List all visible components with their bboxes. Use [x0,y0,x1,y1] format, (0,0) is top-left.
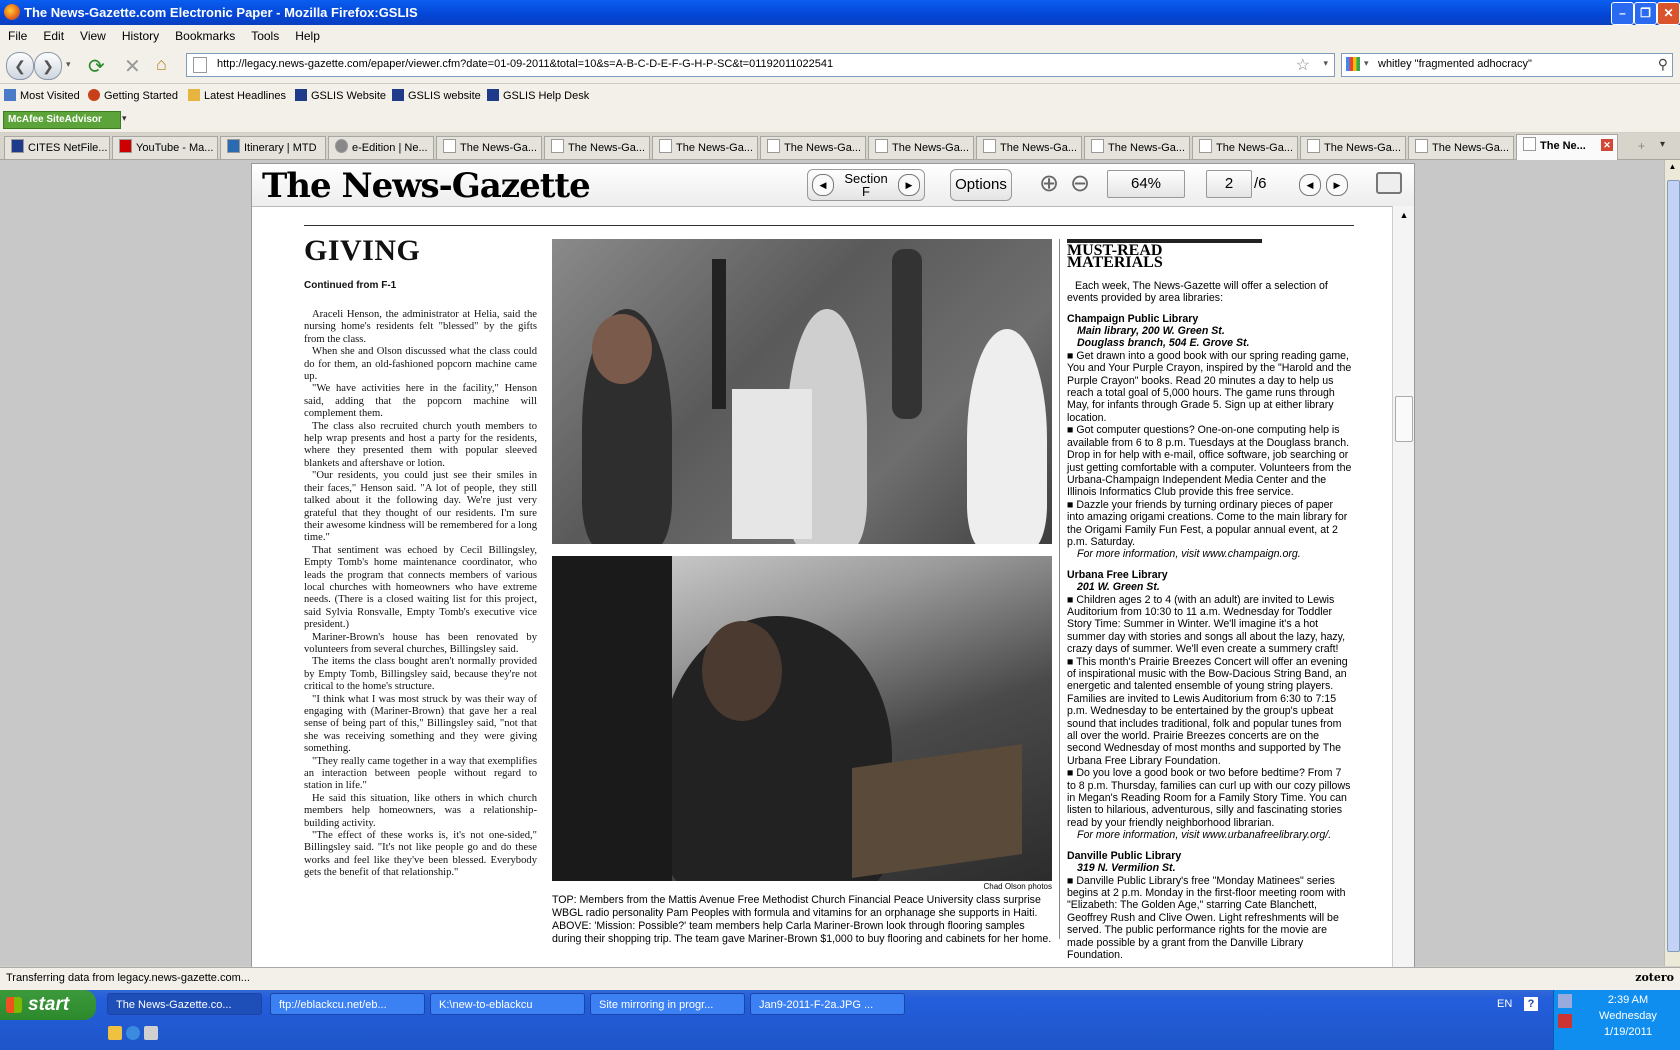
zoom-in-icon[interactable]: ⊕ [1039,170,1060,197]
section-selector [807,169,925,201]
article-paragraph: "I think what I was most struck by was their way of engaging with (Mariner-Brown) that gave her a real sense of being part of this," Billingsley said, "not that she was receiving something and they were giving something. [304,693,537,755]
minimize-button[interactable]: – [1611,2,1634,25]
article-column [304,234,537,880]
taskbar-ftp[interactable]: ftp://eblackcu.net/eb... [270,993,425,1015]
quick-launch [108,1026,162,1043]
window-title-bar [0,0,1680,25]
page-icon [443,139,456,153]
photo-face [702,621,782,721]
article-headline: GIVING [304,234,421,267]
back-button[interactable]: ❮ [6,52,34,80]
menu-file[interactable]: File [8,29,28,43]
tab-list-icon[interactable]: ▾ [1660,139,1666,150]
maximize-button[interactable]: ❐ [1634,2,1657,25]
article-paragraph: "They really came together in a way that exemplifies an interaction between people without regard to station in life." [304,755,537,792]
guitar-graphic [892,249,922,419]
article-paragraph: "We have activities here in the facility," Henson said, adding that the popcorn machine will complement them. [304,383,537,420]
windows-logo-icon [6,997,22,1013]
newspaper-logo: The News-Gazette [262,166,590,206]
next-page-icon[interactable]: ▶ [1326,174,1348,196]
event-item: ■ Danville Public Library's free "Monday Matinees" series begins at 2 p.m. Monday in the first-floor meeting room with "Elizabeth: The Golden Age," starring Cate Blanchett, Geoffrey Rush and Clive Owen. Light refreshments will be served. The public performance rights for the movie are made possible by a grant from the Danville Library Foundation. [1067,874,1346,961]
search-box[interactable] [1341,53,1673,77]
bookmarks-toolbar [0,84,1680,108]
zoom-out-icon[interactable]: ⊖ [1070,170,1091,197]
epaper-viewer [251,163,1415,971]
viewer-scroll-up-icon[interactable]: ▲ [1399,210,1409,220]
search-icon[interactable]: ⚲ [1657,56,1668,72]
photo-caption: TOP: Members from the Mattis Avenue Free Methodist Church Financial Peace University class surprise WBGL radio personality Pam Peoples with formula and vitamins for an orphanage she supports in Haiti. ABOVE: 'Mission: Possible?' team members help Carla Mariner-Brown look through flooring samples during their shopping trip. The team gave Mariner-Brown $1,000 to buy flooring and cabinets for her home. [552,894,1052,945]
browser-scrollbar[interactable] [1664,160,1680,966]
page-icon [551,139,564,153]
tab-news-gazette-4[interactable]: The News-Ga... [760,136,866,159]
previous-page-icon[interactable]: ◀ [1299,174,1321,196]
windows-taskbar [0,990,1680,1050]
event-item: ■ Children ages 2 to 4 (with an adult) are invited to Lewis Auditorium from 10:30 to 11 a.m. Wednesday for Toddler Story Time: Summer in Winter. We'll imagine it's a hot summer day with stories and songs all about the lazy, hazy, crazy days of summer. We'll even create a summery craft! [1067,593,1346,656]
tab-itinerary-mtd[interactable]: Itinerary | MTD [220,136,326,159]
window-title: The News-Gazette.com Electronic Paper - Mozilla Firefox:GSLIS [24,5,418,20]
product-boxes [732,389,812,539]
page-icon [983,139,996,153]
most-visited-icon [4,89,16,101]
column-divider [1059,239,1060,939]
bookmark-getting-started[interactable]: Getting Started [88,89,178,102]
more-info-line: For more information, visit www.champaign.org. [1077,548,1301,561]
article-paragraph: When she and Olson discussed what the class could do for them, an old-fashioned popcorn machine came up. [304,346,537,383]
youtube-icon [119,139,132,153]
more-info-line: For more information, visit www.urbanafreelibrary.org/. [1077,829,1332,842]
tab-close-icon[interactable]: ✕ [1601,139,1613,151]
search-input[interactable]: whitley "fragmented adhocracy" [1378,58,1532,70]
reload-icon[interactable]: ⟳ [88,56,105,78]
bookmark-gslis-website-2[interactable]: GSLIS website [392,89,481,102]
tab-news-gazette-1[interactable]: The News-Ga... [436,136,542,159]
clock-date: 1/19/2011 [1603,1026,1653,1038]
show-desktop-icon[interactable] [108,1026,122,1040]
status-bar [0,967,1680,990]
start-button[interactable]: start [0,990,96,1020]
bookmark-star-icon[interactable]: ☆ [1295,57,1310,74]
event-item: ■ Get drawn into a good book with our spring reading game, You and Your Purple Crayon, inspired by the "Harold and the Purple Crayon" books. Read 20 minutes a day to help us reach a total goal of 5,000 hours. The game runs through May, for infants through Grade 5. Sign up at either library location. [1067,349,1352,424]
history-dropdown-icon[interactable]: ▾ [66,59,71,69]
page-icon [1091,139,1104,153]
firefox-icon [4,4,20,20]
page-icon [659,139,672,153]
page-icon [1199,139,1212,153]
illinois-icon [392,89,404,101]
library-address: 201 W. Green St. [1077,581,1160,594]
illinois-icon [487,89,499,101]
scroll-thumb[interactable] [1667,180,1680,952]
tab-news-gazette-2[interactable]: The News-Ga... [544,136,650,159]
viewer-scroll-thumb[interactable] [1395,396,1413,442]
page-top-rule [304,225,1354,226]
tab-news-gazette-6[interactable]: The News-Ga... [976,136,1082,159]
google-icon[interactable] [1346,57,1360,71]
article-paragraph: "Our residents, you could just see their smiles in their faces," Henson said. "A lot of people, they still talked about it the following day. We're just very grateful that they thought of our residents. I'm sure their awesome kindness will be remembered for a long time." [304,470,537,544]
close-button[interactable]: ✕ [1657,2,1680,25]
tab-strip [0,133,1680,160]
firefox-bookmark-icon [88,89,100,101]
bookmark-latest-headlines[interactable]: Latest Headlines [188,89,286,102]
photo-credit: Chad Olson photos [983,882,1052,891]
home-icon[interactable]: ⌂ [156,54,167,74]
scroll-up-arrow-icon[interactable]: ▲ [1668,162,1677,171]
system-tray [1553,990,1680,1050]
continued-line: Continued from F-1 [304,280,397,291]
page-number-field[interactable]: 2 [1206,170,1252,198]
url-bar[interactable] [186,53,1335,77]
network-icon[interactable] [1558,994,1572,1008]
tab-news-gazette-8[interactable]: The News-Ga... [1192,136,1298,159]
url-dropdown-icon[interactable]: ▾ [1323,58,1328,68]
page-icon [875,139,888,153]
tab-news-gazette-3[interactable]: The News-Ga... [652,136,758,159]
section-label: Section [844,171,888,186]
must-read-sidebar [1067,239,1352,961]
library-name: Champaign Public Library [1067,312,1199,325]
article-paragraph: Araceli Henson, the administrator at Helia, said the nursing home's residents felt "blessed" by the gifts from the class. [304,309,537,345]
taskbar-firefox[interactable]: The News-Gazette.co... [107,993,262,1015]
sidebar-title: MUST-READ MATERIALS [1067,239,1262,270]
page-icon [1307,139,1320,153]
newspaper-favicon-icon [335,139,348,153]
menu-history[interactable]: History [121,29,160,43]
page-icon [767,139,780,153]
help-icon[interactable]: ? [1524,997,1538,1011]
photo-person [967,329,1047,544]
taskbar-folder[interactable]: K:\new-to-eblackcu [430,993,585,1015]
zoom-level-field[interactable]: 64% [1107,170,1185,198]
taskbar-image-viewer[interactable]: Jan9-2011-F-2a.JPG ... [750,993,905,1015]
bookmark-gslis-help-desk[interactable]: GSLIS Help Desk [487,89,589,102]
page-icon [1415,139,1428,153]
menu-edit[interactable]: Edit [43,29,65,43]
library-address: Douglass branch, 504 E. Grove St. [1077,337,1250,350]
clock-time: 2:39 AM [1607,994,1649,1006]
tab-favicon-icon [11,139,24,153]
print-icon[interactable] [1376,172,1402,194]
guitar-graphic [712,259,726,409]
article-paragraph: "The effect of these works is, it's not one-sided," Billingsley said. "It's not like people go and do these works and feel like they've been blessed. Everybody gets the benefit of that relationship." [304,830,537,879]
library-name: Danville Public Library [1067,849,1182,862]
menu-bar [0,25,1680,47]
stop-icon[interactable]: ✕ [124,56,141,78]
tab-youtube[interactable]: YouTube - Ma... [112,136,218,159]
section-value: F [862,184,870,199]
search-engine-dropdown-icon[interactable]: ▾ [1364,58,1369,68]
article-paragraph: He said this situation, like others in which church members help homeowners, was a relationship-building activity. [304,792,537,829]
tab-news-gazette-10[interactable]: The News-Ga... [1408,136,1514,159]
event-item: ■ This month's Prairie Breezes Concert will offer an evening of inspirational music with the Bow-Dacious String Band, an energetic and talented ensemble of young string players. Families are invited to Lewis Auditorium from 6:30 to 7:15 p.m. Wednesday to be entertained by the group's upbeat sound that includes traditional, folk and popular tunes from all over the world. Prairie Breezes concerts are on the second Wednesday of most months and supported by The Urbana Free Library Foundation. [1067,655,1348,767]
menu-bookmarks[interactable]: Bookmarks [175,29,236,43]
navigation-toolbar [0,47,1680,84]
tab-e-edition[interactable]: e-Edition | Ne... [328,136,434,159]
tab-news-gazette-9[interactable]: The News-Ga... [1300,136,1406,159]
zotero-button[interactable]: zotero [1635,971,1674,984]
clock-day: Wednesday [1599,1010,1657,1022]
event-item: ■ Dazzle your friends by turning ordinary pieces of paper into amazing origami creations. Come to the main library for the Origami Family Fun Fest, a popular annual event, at 2 p.m. Saturday. [1067,498,1348,548]
addon-toolbar [0,108,1680,132]
page-icon [1523,137,1536,151]
article-paragraph: That sentiment was echoed by Cecil Billingsley, Empty Tomb's home maintenance coordinator, who leads the program that connects members of various local churches with homeowners who have extreme needs. (There is a closed waiting list for this project, said Sylvia Ronsvalle, Empty Tomb's executive vice president.) [304,544,537,631]
sidebar-intro: Each week, The News-Gazette will offer a selection of events provided by area libraries: [1067,279,1328,305]
next-section-icon[interactable]: ▶ [898,174,920,196]
language-indicator[interactable]: EN [1497,998,1513,1010]
menu-help[interactable]: Help [295,29,320,43]
photo-foreground-person [552,556,672,881]
previous-section-icon[interactable]: ◀ [812,174,834,196]
library-address: 319 N. Vermilion St. [1077,862,1176,875]
ie-icon[interactable] [126,1026,140,1040]
flooring-sample [852,744,1022,878]
library-name: Urbana Free Library [1067,568,1168,581]
status-text: Transferring data from legacy.news-gazette.com... [6,972,250,984]
taskbar-site-mirroring[interactable]: Site mirroring in progr... [590,993,745,1015]
tab-news-gazette-active[interactable]: The Ne... ✕ [1516,134,1618,160]
mcafee-siteadvisor-button[interactable]: McAfee SiteAdvisor [3,111,121,129]
options-button[interactable]: Options [950,169,1012,201]
bus-icon [227,139,240,153]
viewer-scrollbar[interactable] [1392,206,1415,970]
tab-cites-netfile[interactable]: CITES NetFile... [4,136,110,159]
security-icon[interactable] [1558,1014,1572,1028]
library-address: Main library, 200 W. Green St. [1077,325,1225,338]
bookmark-gslis-website[interactable]: GSLIS Website [295,89,386,102]
event-item: ■ Got computer questions? One-on-one computing help is available from 6 to 8 p.m. Tuesdays at the Douglass branch. Drop in for help with e-mail, office software, job searching or just getting comfortable with a computer. Volunteers from the Urbana-Champaign Independent Media Center and the Illinois Informatics Club provide this free service. [1067,424,1352,499]
top-photo [552,239,1052,544]
page-total: /6 [1254,175,1267,192]
page-icon [193,57,207,73]
mcafee-dropdown-icon[interactable]: ▾ [122,113,127,123]
illinois-icon [295,89,307,101]
tab-news-gazette-5[interactable]: The News-Ga... [868,136,974,159]
url-text: http://legacy.news-gazette.com/epaper/viewer.cfm?date=01-09-2011&total=10&s=A-B-C-D-E-F-G-H-P-SC&t=01192011022541 [217,58,834,70]
bottom-photo [552,556,1052,881]
event-item: ■ Do you love a good book or two before bedtime? From 7 to 8 p.m. Thursday, families can curl up with our cozy pillows in Megan's Reading Room for a Family Story Time. You can listen to hilarious, adventurous, silly and fascinating stories read by your friendly neighborhood librarian. [1067,767,1351,829]
forward-button[interactable]: ❯ [34,52,62,80]
viewer-toolbar [252,164,1414,207]
tab-news-gazette-7[interactable]: The News-Ga... [1084,136,1190,159]
bookmark-most-visited[interactable]: Most Visited [4,89,80,102]
rss-folder-icon [188,89,200,101]
article-paragraph: Mariner-Brown's house has been renovated by volunteers from several churches, Billingsley said. [304,631,537,655]
new-tab-icon[interactable]: + [1638,139,1646,153]
app-icon[interactable] [144,1026,158,1040]
menu-view[interactable]: View [80,29,106,43]
photo-face [592,314,652,384]
article-paragraph: The class also recruited church youth members to help wrap presents and host a party for the residents, where they presented them with popular sleeved blankets and aftershave or lotion. [304,420,537,469]
article-paragraph: The items the class bought aren't normally provided by Empty Tomb, Billingsley said, because they're not critical to the home's structure. [304,656,537,693]
menu-tools[interactable]: Tools [251,29,280,43]
